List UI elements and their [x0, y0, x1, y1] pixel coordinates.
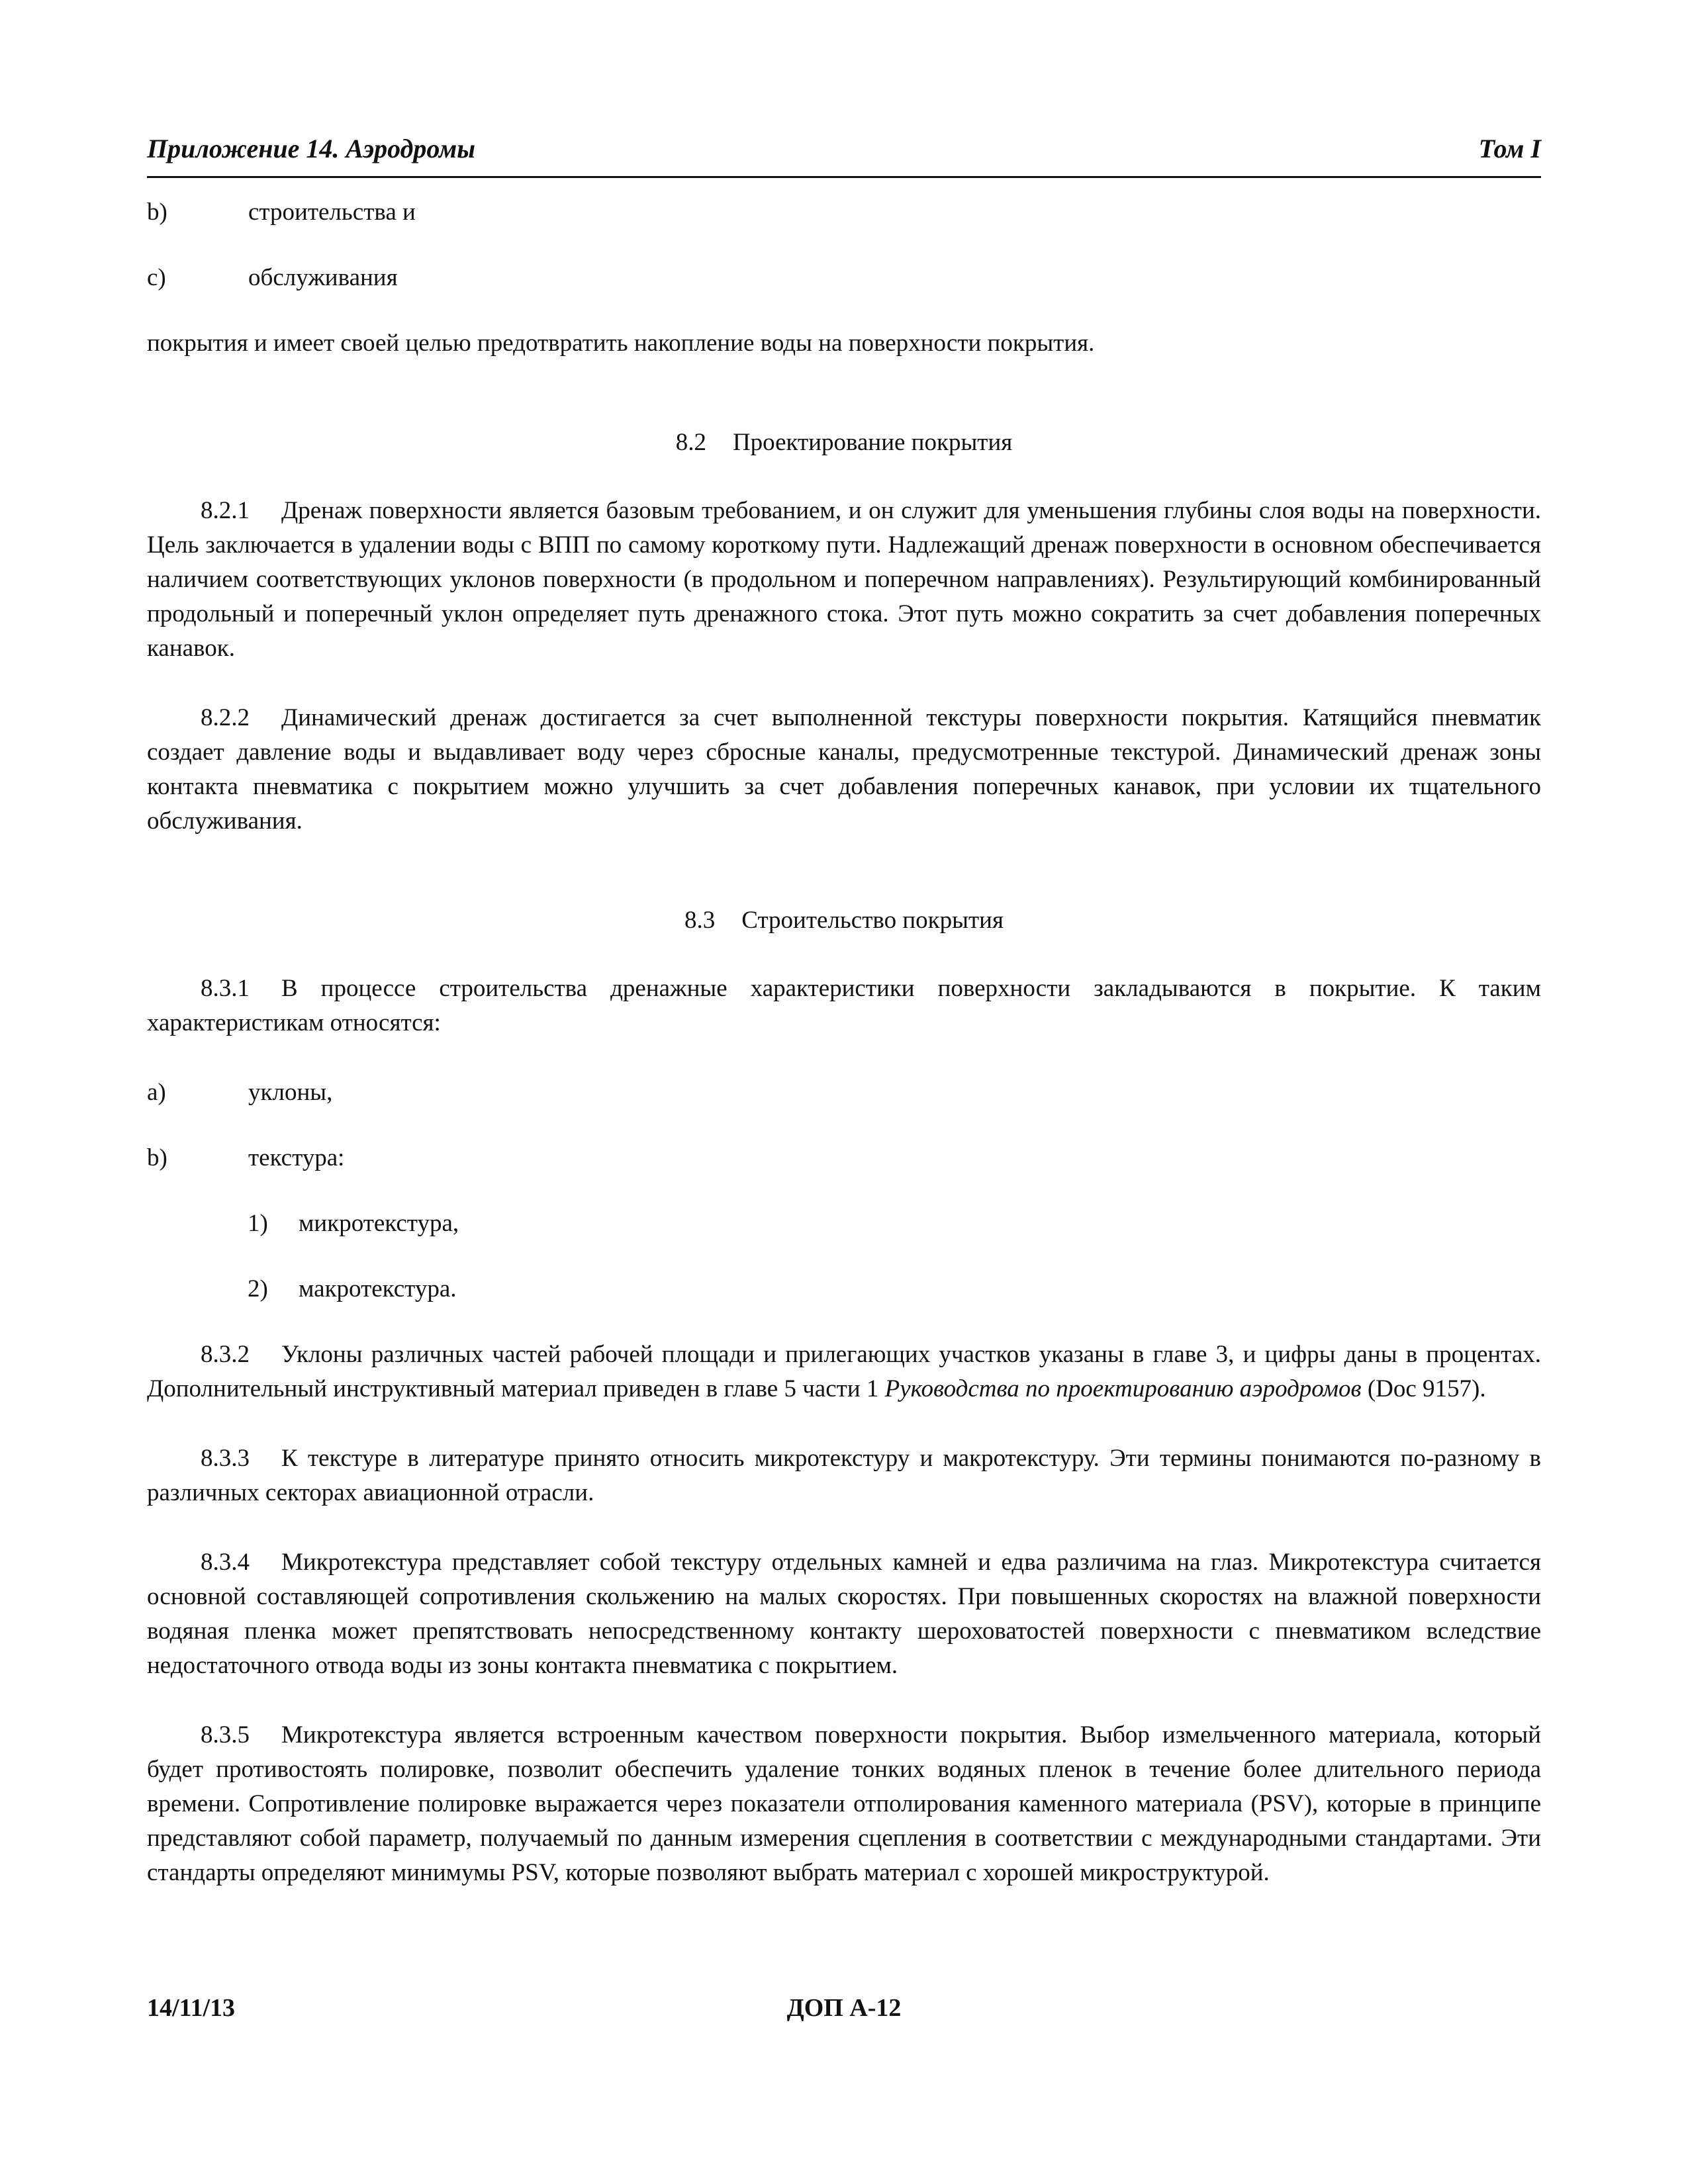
- list-marker: a): [147, 1079, 166, 1106]
- list-item-text: текстура:: [248, 1144, 345, 1171]
- list-item-text: обслуживания: [248, 264, 398, 291]
- sublist-item-2: [147, 1272, 1541, 1306]
- paragraph-text: К текстуре в литературе принято относить микротекстуру и макротекстуру. Эти термины понимаются по-разному в различных секторах авиационной отрасли.: [147, 1445, 1541, 1506]
- list-item-c: [147, 261, 1541, 295]
- list-marker: b): [147, 1144, 167, 1171]
- paragraph-number: 8.3.4: [201, 1549, 250, 1576]
- page-footer: [147, 1993, 1541, 2033]
- paragraph-8-3-5: [147, 1718, 1541, 1890]
- list-item-b: [147, 1141, 1541, 1175]
- list-item-text: уклоны,: [248, 1079, 333, 1106]
- section-title: Строительство покрытия: [741, 907, 1004, 934]
- sublist-item-1: [147, 1206, 1541, 1241]
- list-item-text: микротекстура,: [299, 1210, 459, 1237]
- paragraph-number: 8.3.5: [201, 1721, 250, 1749]
- paragraph-8-2-2: [147, 701, 1541, 839]
- page-header: [147, 130, 1541, 178]
- list-marker: c): [147, 264, 166, 291]
- list-marker: b): [147, 199, 167, 226]
- paragraph-8-2-1: [147, 494, 1541, 666]
- paragraph-text: Дренаж поверхности является базовым требованием, и он служит для уменьшения глубины слоя воды на поверхности. Цель заключается в удалении воды с ВПП по самому короткому пути. Надлежащий дренаж поверхности в основном обеспечивается наличием соответствующих уклонов поверхности (в продольном и поперечном направлениях). Результирующий комбинированный продольный и поперечный уклон определяет путь дренажного стока. Этот путь можно сократить за счет добавления поперечных канавок.: [147, 497, 1541, 662]
- header-document-title: Приложение 14. Аэродромы: [147, 134, 476, 163]
- footer-date: 14/11/13: [147, 1994, 236, 2022]
- list-item-a: [147, 1075, 1541, 1110]
- paragraph-number: 8.2.1: [201, 497, 250, 524]
- header-volume: Том I: [1478, 134, 1541, 163]
- paragraph-8-3-4: [147, 1545, 1541, 1683]
- manual-title-reference: Руководства по проектированию аэродромов: [884, 1375, 1362, 1402]
- footer-page-number: ДОП А-12: [786, 1994, 902, 2022]
- section-number: 8.2: [675, 429, 706, 456]
- section-number: 8.3: [684, 907, 716, 934]
- section-heading-8-3: [147, 903, 1541, 938]
- paragraph-text: Микротекстура является встроенным качеством поверхности покрытия. Выбор измельченного материала, который будет противостоять полировке, позволит обеспечить удаление тонких водяных пленок в течение более длительного периода времени. Сопротивление полировке выражается через показатели отполирования каменного материала (PSV), которые в принципе представляют собой параметр, получаемый по данным измерения сцепления в соответствии с международными стандартами. Эти стандарты определяют минимумы PSV, которые позволяют выбрать материал с хорошей микроструктурой.: [147, 1721, 1541, 1886]
- list-item-text: строительства и: [248, 199, 416, 226]
- list-item-b: [147, 195, 1541, 230]
- intro-tail-paragraph: покрытия и имеет своей целью предотвратить накопление воды на поверхности покрытия.: [147, 330, 1095, 357]
- paragraph-8-3-3: [147, 1441, 1541, 1510]
- paragraph-number: 8.3.3: [201, 1445, 250, 1472]
- list-marker: 2): [248, 1275, 268, 1302]
- section-heading-8-2: [147, 426, 1541, 460]
- paragraph-number: 8.2.2: [201, 704, 250, 731]
- paragraph-text: Уклоны различных частей рабочей площади и прилегающих участков указаны в главе 3, и цифры даны в процентах. Дополнительный инструктивный материал приведен в главе 5 части 1: [147, 1341, 1541, 1402]
- paragraph-8-3-2: [147, 1338, 1541, 1406]
- list-item-text: макротекстура.: [299, 1275, 457, 1302]
- paragraph-8-3-1: [147, 972, 1541, 1040]
- page-body: [147, 195, 1541, 1925]
- paragraph-text: В процессе строительства дренажные характеристики поверхности закладываются в покрытие. К таким характеристикам относятся:: [147, 975, 1541, 1036]
- section-title: Проектирование покрытия: [732, 429, 1013, 456]
- list-marker: 1): [248, 1210, 268, 1237]
- document-code: (Doc 9157).: [1361, 1375, 1486, 1402]
- paragraph-text: Микротекстура представляет собой текстуру отдельных камней и едва различима на глаз. Микротекстура считается основной составляющей сопротивления скольжению на малых скоростях. При повышенных скоростях на влажной поверхности водяная пленка может препятствовать непосредственному контакту шероховатостей поверхности с пневматиком вследствие недостаточного отвода воды из зоны контакта пневматика с покрытием.: [147, 1549, 1541, 1679]
- paragraph-number: 8.3.1: [201, 975, 250, 1002]
- paragraph-number: 8.3.2: [201, 1341, 250, 1368]
- paragraph-text: Динамический дренаж достигается за счет выполненной текстуры поверхности покрытия. Катящийся пневматик создает давление воды и выдавливает воду через сбросные каналы, предусмотренные текстурой. Динамический дренаж зоны контакта пневматика с покрытием можно улучшить за счет добавления поперечных канавок, при условии их тщательного обслуживания.: [147, 704, 1541, 835]
